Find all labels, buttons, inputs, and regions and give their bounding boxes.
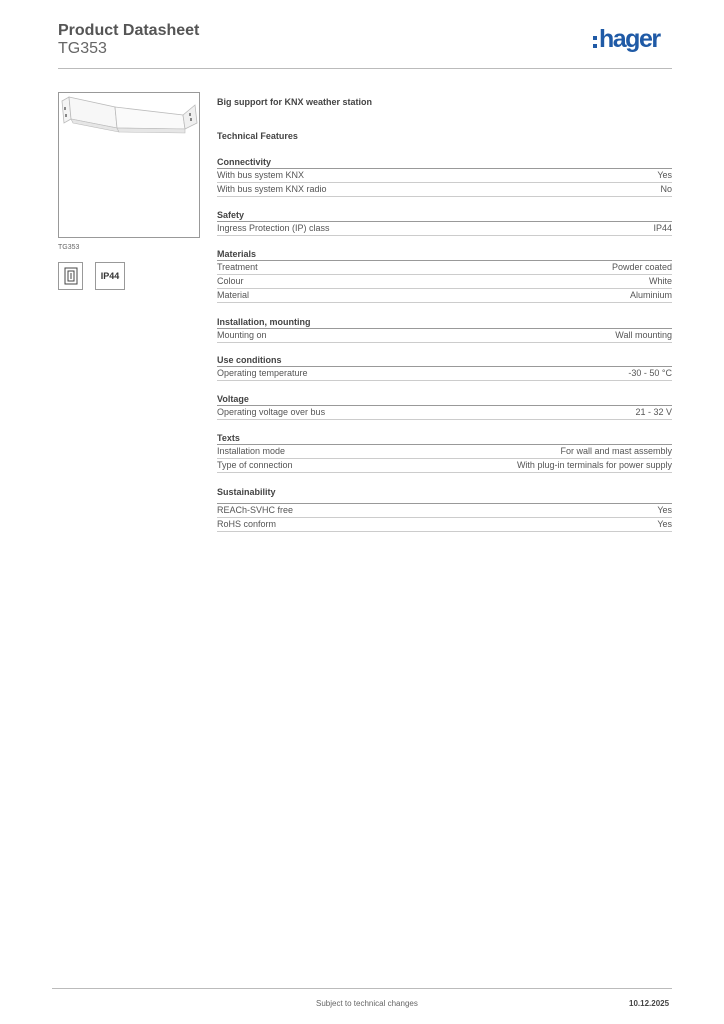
section-texts bbox=[217, 432, 672, 473]
table-row: Ingress Protection (IP) class IP44 bbox=[217, 222, 672, 236]
table-row: Mounting on Wall mounting bbox=[217, 329, 672, 343]
section-title: Connectivity bbox=[217, 156, 672, 169]
footer-divider bbox=[52, 988, 672, 989]
table-row: Treatment Powder coated bbox=[217, 261, 672, 275]
section-title: Use conditions bbox=[217, 354, 672, 367]
table-row: Operating voltage over bus 21 - 32 V bbox=[217, 406, 672, 420]
section-title: Safety bbox=[217, 209, 672, 222]
table-row: Material Aluminium bbox=[217, 289, 672, 303]
table-row: REACh-SVHC free Yes bbox=[217, 504, 672, 518]
section-title: Installation, mounting bbox=[217, 316, 672, 329]
section-use-conditions bbox=[217, 354, 672, 381]
section-voltage bbox=[217, 393, 672, 420]
section-title: Sustainability bbox=[217, 486, 672, 504]
indoor-outdoor-box-icon bbox=[58, 262, 83, 290]
section-sustainability bbox=[217, 486, 672, 532]
table-row: Installation mode For wall and mast assembly bbox=[217, 445, 672, 459]
table-row: Operating temperature -30 - 50 °C bbox=[217, 367, 672, 381]
hager-logo bbox=[593, 27, 660, 52]
bracket-illustration-icon bbox=[59, 93, 199, 237]
section-installation bbox=[217, 316, 672, 343]
product-code: TG353 bbox=[58, 40, 107, 57]
technical-features-title: Technical Features bbox=[217, 131, 298, 141]
table-row: Type of connection With plug-in terminals for power supply bbox=[217, 459, 672, 473]
table-row: Colour White bbox=[217, 275, 672, 289]
image-caption: TG353 bbox=[58, 244, 80, 251]
footer-date: 10.12.2025 bbox=[629, 999, 670, 1008]
table-row: With bus system KNX Yes bbox=[217, 169, 672, 183]
table-row: With bus system KNX radio No bbox=[217, 183, 672, 197]
ip-badge: IP44 bbox=[95, 262, 125, 290]
section-connectivity bbox=[217, 156, 672, 197]
footer-note: Subject to technical changes bbox=[316, 999, 418, 1008]
table-row: RoHS conform Yes bbox=[217, 518, 672, 532]
section-safety bbox=[217, 209, 672, 236]
product-description: Big support for KNX weather station bbox=[217, 97, 373, 107]
section-materials bbox=[217, 248, 672, 303]
logo-text: hager bbox=[599, 25, 660, 53]
section-title: Voltage bbox=[217, 393, 672, 406]
logo-dots-icon bbox=[593, 36, 597, 48]
section-title: Materials bbox=[217, 248, 672, 261]
page-title: Product Datasheet bbox=[58, 22, 200, 39]
header-divider bbox=[58, 68, 672, 69]
section-title: Texts bbox=[217, 432, 672, 445]
product-image bbox=[58, 92, 200, 238]
